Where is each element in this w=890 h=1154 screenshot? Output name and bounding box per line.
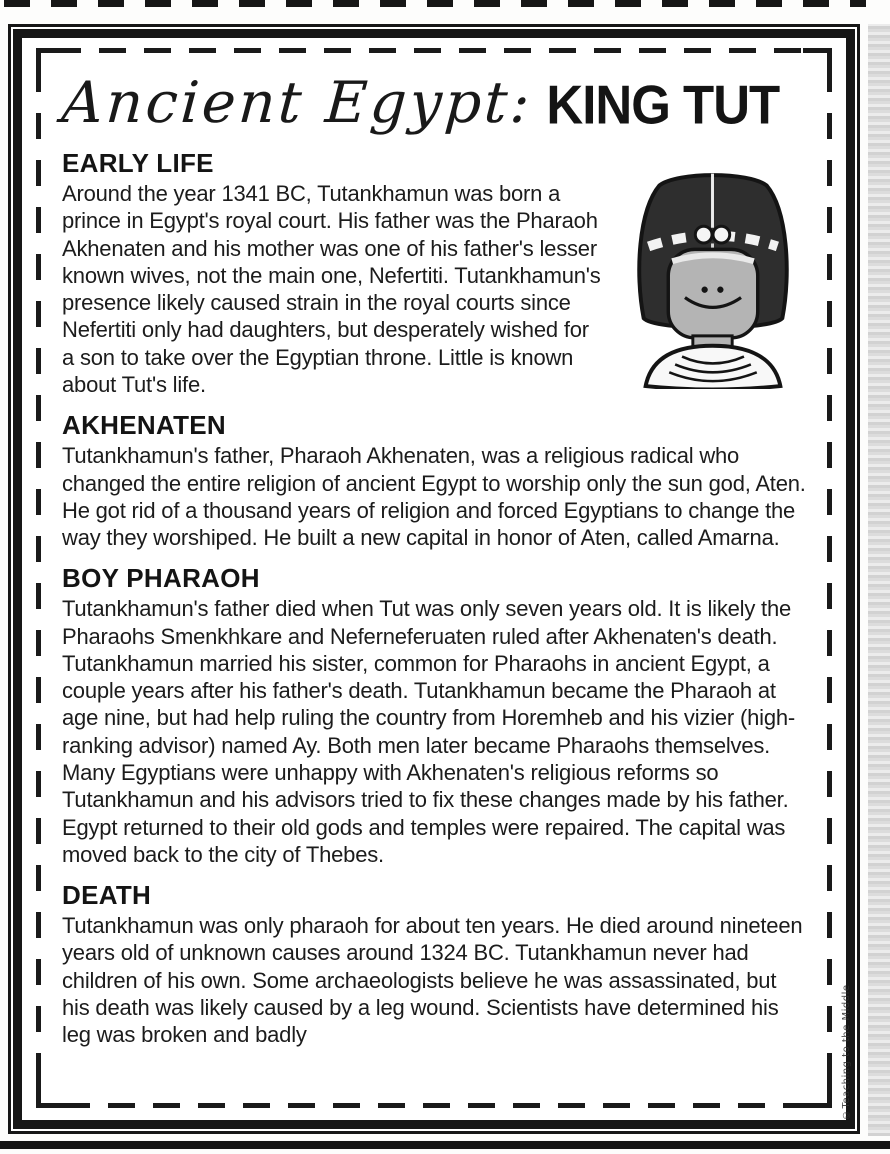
section-heading-death: DEATH xyxy=(62,880,152,911)
title-script: Ancient Egypt: xyxy=(59,70,535,136)
bottom-scan-line xyxy=(0,1141,890,1149)
section-boy-pharaoh xyxy=(62,564,806,868)
section-body-early-life: Around the year 1341 BC, Tutankhamun was born a prince in Egypt's royal court. His father was the Pharaoh Akhenaten and his mother was one of his father's lesser known wives, not the main one, Nefertiti. Tutankhamun's presence likely caused strain in the royal courts since Nefertiti only had daughters, but desperately wished for a son to take over the Egyptian throne. Little is known about Tut's life. xyxy=(62,181,601,397)
top-cut-dashed-border xyxy=(4,0,866,7)
section-early-life xyxy=(62,149,806,398)
king-tut-illustration xyxy=(622,153,804,389)
worksheet-outer-frame xyxy=(8,24,860,1134)
section-akhenaten xyxy=(62,411,806,551)
section-death xyxy=(62,881,806,1048)
title-main: KING TUT xyxy=(546,73,780,136)
section-heading-boy-pharaoh: BOY PHARAOH xyxy=(62,563,260,594)
section-body-death: Tutankhamun was only pharaoh for about ten years. He died around nineteen years old of unknown causes around 1324 BC. Tutankhamun never had children of his own. Some archaeologists believe he was assassinated, but his death was likely caused by a leg wound. Scientists have determined his leg was broken and badly xyxy=(62,913,803,1048)
page-title xyxy=(59,70,806,136)
scan-noise-edge xyxy=(868,24,890,1136)
worksheet-inner-frame xyxy=(13,29,855,1129)
section-body-akhenaten: Tutankhamun's father, Pharaoh Akhenaten, was a religious radical who changed the entire religion of ancient Egypt to worship only the sun god, Aten. He got rid of a thousand years of religion and forced Egyptians to change the way they worshiped. He built a new capital in honor of Aten, called Amarna. xyxy=(62,443,806,551)
section-body-boy-pharaoh: Tutankhamun's father died when Tut was only seven years old. It is likely the Pharaohs Smenkhkare and Neferneferuaten ruled after Akhenaten's death. Tutankhamun married his sister, common for Pharaohs in ancient Egypt, a couple years after his father's death. Tutankhamun became the Pharaoh at age nine, but had help ruling the country from Horemheb and his vizier (high-ranking advisor) named Ay. Both men later became Pharaohs themselves. Many Egyptians were unhappy with Akhenaten's religious reforms so Tutankhamun and his advisors tried to fix these changes made by his father. Egypt returned to their old gods and temples were repaired. The capital was moved back to the city of Thebes. xyxy=(62,596,796,867)
copyright-watermark: ©Teaching to the Middle xyxy=(841,984,852,1120)
section-heading-early-life: EARLY LIFE xyxy=(62,148,214,178)
section-heading-akhenaten: AKHENATEN xyxy=(62,410,226,441)
worksheet-content xyxy=(38,50,830,1108)
